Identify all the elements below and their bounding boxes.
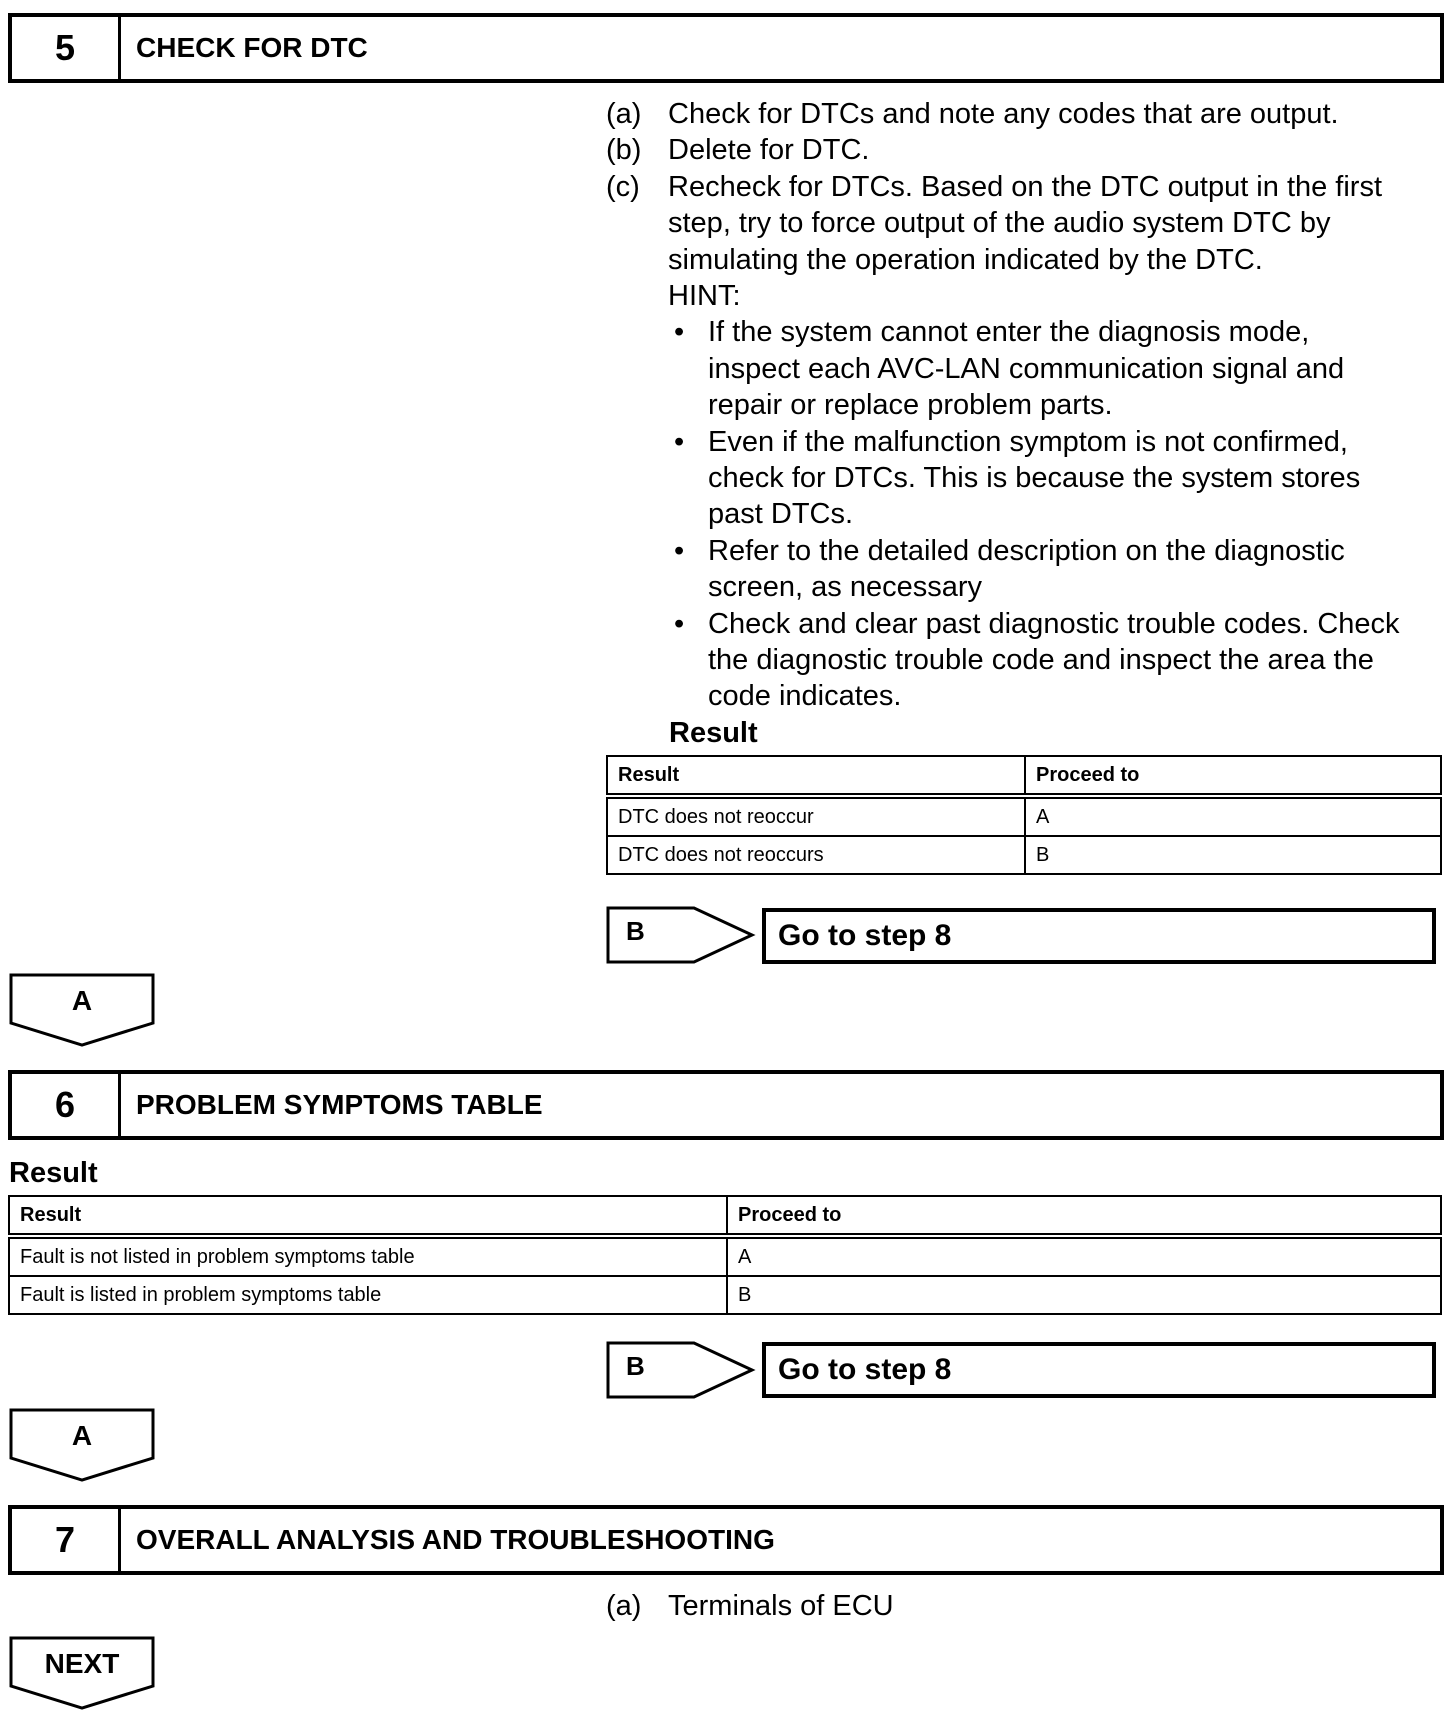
text-line: screen, as necessary bbox=[708, 571, 983, 604]
step-number: 5 bbox=[12, 17, 121, 79]
instruction-text: Delete for DTC. bbox=[668, 134, 870, 167]
next-label: A bbox=[71, 985, 93, 1016]
instruction-text: Check for DTCs and note any codes that are output. bbox=[668, 98, 1339, 130]
instruction-text bbox=[668, 169, 1400, 715]
step-7-header bbox=[8, 1505, 1444, 1575]
bullet-icon: • bbox=[674, 607, 685, 640]
instruction-label: (c) bbox=[606, 170, 640, 203]
result-heading: Result bbox=[669, 717, 758, 749]
hint-item bbox=[668, 606, 1400, 715]
table-row bbox=[9, 1276, 1441, 1314]
text-line: step, try to force output of the audio system DTC by bbox=[668, 207, 1331, 240]
table-header-row bbox=[9, 1196, 1441, 1236]
result-table bbox=[8, 1195, 1442, 1315]
instruction-a bbox=[606, 1588, 1446, 1628]
step-title: PROBLEM SYMPTOMS TABLE bbox=[136, 1089, 543, 1120]
hint-item bbox=[668, 533, 1400, 606]
table-cell: B bbox=[1025, 836, 1441, 874]
text-line: If the system cannot enter the diagnosis mode, bbox=[708, 316, 1310, 349]
text-line: code indicates. bbox=[708, 680, 902, 713]
text-line: the diagnostic trouble code and inspect the area the bbox=[708, 644, 1374, 677]
text-line: Recheck for DTCs. Based on the DTC output in the first bbox=[668, 170, 1383, 203]
result-heading: Result bbox=[9, 1157, 98, 1189]
go-to-step-8-box[interactable]: Go to step 8 bbox=[762, 908, 1436, 964]
instruction-label: (a) bbox=[606, 1590, 642, 1622]
instruction-label: (a) bbox=[606, 98, 642, 130]
text-line: inspect each AVC-LAN communication signal and bbox=[708, 352, 1345, 385]
text-line: simulating the operation indicated by the DTC. bbox=[668, 243, 1263, 276]
table-cell: A bbox=[1025, 796, 1441, 836]
next-label: A bbox=[71, 1420, 93, 1451]
header-cell: Proceed to bbox=[727, 1196, 1441, 1236]
table-row bbox=[607, 796, 1441, 836]
table-cell: A bbox=[727, 1236, 1441, 1276]
step-number: 7 bbox=[12, 1509, 121, 1571]
branch-b-arrow[interactable] bbox=[606, 1341, 756, 1399]
table-header-row bbox=[607, 756, 1441, 796]
table-cell: B bbox=[727, 1276, 1441, 1314]
table-row bbox=[9, 1236, 1441, 1276]
text-line: repair or replace problem parts. bbox=[708, 389, 1113, 422]
step-title: OVERALL ANALYSIS AND TROUBLESHOOTING bbox=[136, 1524, 775, 1555]
bullet-icon: • bbox=[674, 534, 685, 567]
table-cell: Fault is listed in problem symptoms table bbox=[9, 1276, 727, 1314]
table-row bbox=[607, 836, 1441, 874]
instruction-label: (b) bbox=[606, 134, 642, 167]
bullet-icon: • bbox=[674, 425, 685, 458]
next-button[interactable] bbox=[9, 1636, 155, 1710]
step-6-header bbox=[8, 1070, 1444, 1140]
hint-label: HINT: bbox=[668, 280, 741, 313]
step-title: CHECK FOR DTC bbox=[136, 32, 368, 63]
next-label: NEXT bbox=[44, 1648, 120, 1679]
hint-item bbox=[668, 314, 1400, 423]
step-number: 6 bbox=[12, 1074, 121, 1136]
header-cell: Result bbox=[607, 756, 1025, 796]
next-a-arrow[interactable] bbox=[9, 1408, 155, 1482]
branch-b-arrow[interactable] bbox=[606, 906, 756, 964]
header-cell: Proceed to bbox=[1025, 756, 1441, 796]
table-cell: DTC does not reoccur bbox=[607, 796, 1025, 836]
step-5-header bbox=[8, 13, 1444, 83]
text-line: check for DTCs. This is because the system stores bbox=[708, 462, 1361, 495]
text-line: Refer to the detailed description on the diagnostic bbox=[708, 534, 1345, 567]
text-line: past DTCs. bbox=[708, 498, 854, 531]
bullet-icon: • bbox=[674, 316, 685, 349]
result-table bbox=[606, 755, 1442, 875]
text-line: Even if the malfunction symptom is not confirmed, bbox=[708, 425, 1348, 458]
table-cell: DTC does not reoccurs bbox=[607, 836, 1025, 874]
table-cell: Fault is not listed in problem symptoms table bbox=[9, 1236, 727, 1276]
next-a-arrow[interactable] bbox=[9, 973, 155, 1047]
header-cell: Result bbox=[9, 1196, 727, 1236]
go-to-step-8-box[interactable]: Go to step 8 bbox=[762, 1342, 1436, 1398]
instruction-text: Terminals of ECU bbox=[668, 1590, 894, 1622]
branch-label: B bbox=[626, 916, 645, 946]
branch-label: B bbox=[626, 1351, 645, 1381]
text-line: Check and clear past diagnostic trouble codes. Check bbox=[708, 607, 1400, 640]
step-5-instructions bbox=[606, 96, 1446, 716]
hint-item bbox=[668, 424, 1400, 533]
